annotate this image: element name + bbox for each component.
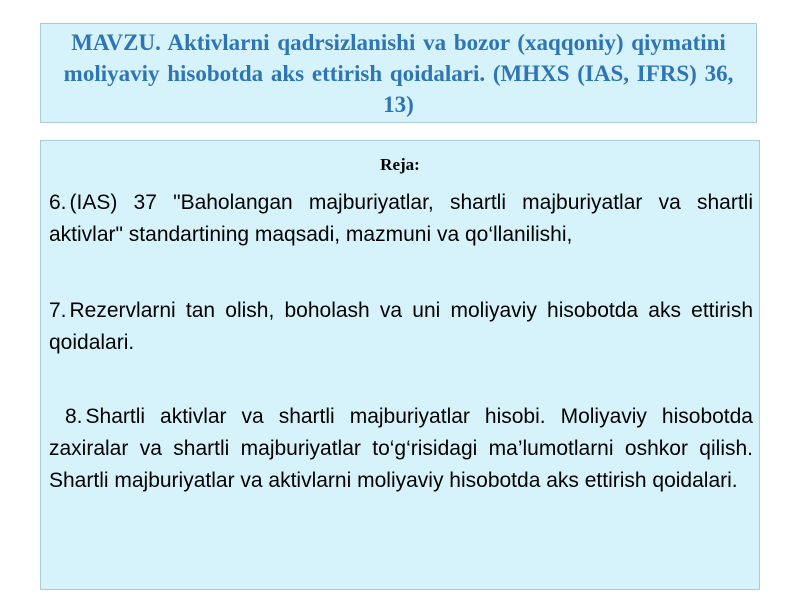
plan-item-text: Shartli aktivlar va shartli majburiyatlar hisobi. Moliyaviy hisobotda zaxiralar va shartli majburiyatlar to‘g‘risidagi ma’lumotlarni oshkor qilish. Shartli majburiyatlar va aktivlarni moliyaviy hisobotda aks ettirish qoidalari. <box>49 405 753 492</box>
plan-item-text: (IAS) 37 "Baholangan majburiyatlar, shartli majburiyatlar va shartli aktivlar" standartining maqsadi, mazmuni va qo‘llanilishi, <box>49 191 753 246</box>
plan-item-6 <box>49 187 753 251</box>
plan-box <box>40 140 760 590</box>
plan-item-text: Rezervlarni tan olish, boholash va uni moliyaviy hisobotda aks ettirish qoidalari. <box>49 299 753 354</box>
plan-item-8 <box>49 401 753 497</box>
plan-item-number: 7. <box>49 299 67 322</box>
title-box <box>40 23 757 123</box>
slide-title: MAVZU. Aktivlarni qadrsizlanishi va bozor (xaqqoniy) qiymatini moliyaviy hisobotda aks ettirish qoidalari. (MHXS (IAS, IFRS) 36, 13) <box>63 29 734 117</box>
plan-heading: Reja: <box>380 155 420 174</box>
plan-item-number: 6. <box>49 191 67 214</box>
plan-item-number: 8. <box>65 405 83 428</box>
plan-item-7 <box>49 295 753 359</box>
